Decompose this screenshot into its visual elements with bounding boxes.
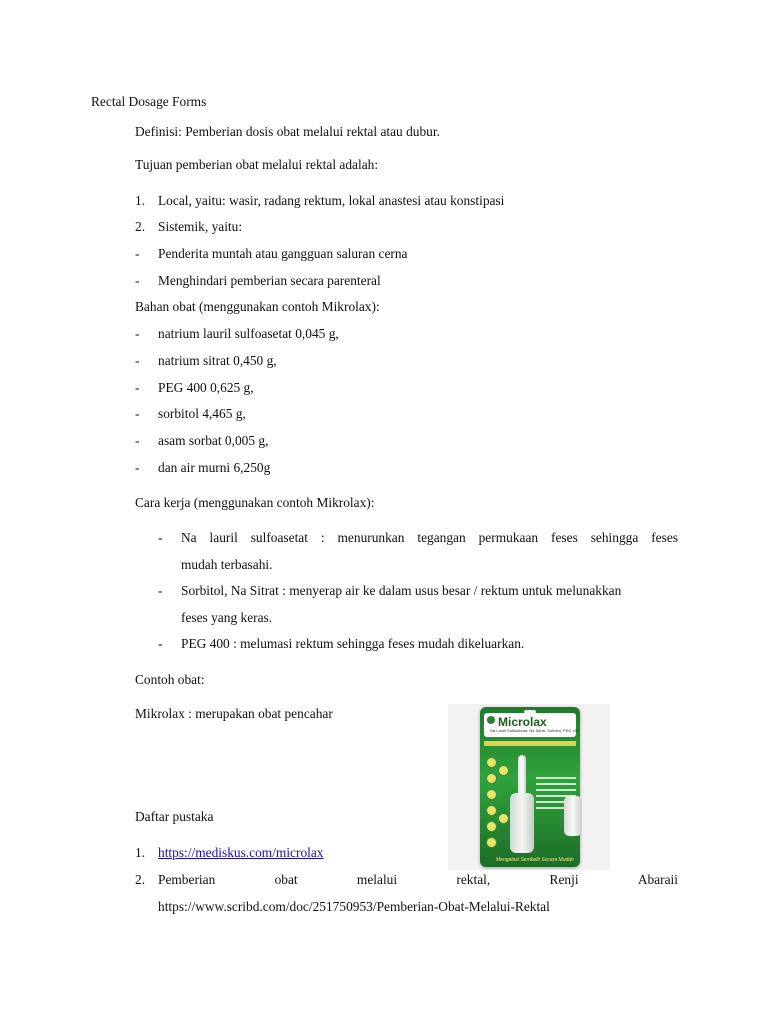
word: lauril — [209, 530, 238, 545]
tube-icon — [564, 796, 582, 836]
word: menurunkan — [337, 530, 405, 545]
list-marker: - — [135, 433, 140, 448]
list-marker: - — [135, 460, 140, 475]
figure-icon — [486, 757, 497, 768]
figure-icon — [486, 821, 497, 832]
list-marker: - — [158, 636, 163, 651]
word: Na — [181, 530, 197, 545]
word: feses — [551, 530, 578, 545]
justified-line — [158, 872, 678, 888]
figure-icon — [486, 789, 497, 800]
figure-icon — [486, 805, 497, 816]
product-card — [480, 707, 580, 867]
list-text: PEG 400 0,625 g, — [158, 380, 254, 395]
word: sulfoasetat — [250, 530, 308, 545]
list-marker: - — [135, 273, 140, 288]
product-subtitle: Na Lauril Sulfoasetat, Na Sitrat, Sorbitol, PEG 400 — [490, 728, 580, 733]
figure-icon — [498, 765, 509, 776]
list-marker: - — [135, 326, 140, 341]
list-marker: - — [135, 353, 140, 368]
list-marker: - — [135, 406, 140, 421]
page-title: Rectal Dosage Forms — [91, 94, 207, 109]
word: tegangan — [417, 530, 466, 545]
list-marker: 1. — [135, 845, 146, 860]
word: Abaraii — [637, 872, 678, 887]
word: obat — [274, 872, 298, 887]
list-text-continued: feses yang keras. — [181, 610, 273, 625]
word: sehingga — [590, 530, 639, 545]
list-marker: - — [135, 380, 140, 395]
word: permukaan — [478, 530, 539, 545]
example-heading: Contoh obat: — [135, 672, 205, 687]
figure-icon — [486, 773, 497, 784]
figure-icon — [486, 837, 497, 848]
mechanism-heading: Cara kerja (menggunakan contoh Mikrolax): — [135, 495, 375, 510]
list-text: Sorbitol, Na Sitrat : menyerap air ke dalam usus besar / rektum untuk melunakkan — [181, 583, 622, 598]
word: Renji — [549, 872, 579, 887]
product-slogan: Mengatasi Sembelit Secara Mudah — [496, 857, 574, 863]
definition-paragraph: Definisi: Pemberian dosis obat melalui rektal atau dubur. — [135, 124, 440, 139]
brand-badge-icon — [487, 716, 495, 724]
tube-icon — [510, 755, 534, 853]
accent-bar — [484, 741, 576, 746]
list-marker: 2. — [135, 872, 146, 887]
list-marker: - — [158, 530, 163, 545]
list-text: natrium lauril sulfoasetat 0,045 g, — [158, 326, 339, 341]
product-brand: Microlax — [498, 715, 547, 729]
figure-icon — [498, 813, 509, 824]
list-text: Local, yaitu: wasir, radang rektum, lokal anastesi atau konstipasi — [158, 193, 505, 208]
list-text: natrium sitrat 0,450 g, — [158, 353, 277, 368]
list-marker: 2. — [135, 219, 146, 234]
purpose-heading: Tujuan pemberian obat melalui rektal adalah: — [135, 157, 379, 172]
justified-line — [181, 530, 678, 546]
references-heading: Daftar pustaka — [135, 809, 214, 824]
word: rektal, — [456, 872, 491, 887]
list-text: asam sorbat 0,005 g, — [158, 433, 269, 448]
list-text: PEG 400 : melumasi rektum sehingga feses mudah dikeluarkan. — [181, 636, 525, 651]
reference-url: https://www.scribd.com/doc/251750953/Pemberian-Obat-Melalui-Rektal — [158, 899, 550, 914]
word: : — [320, 530, 325, 545]
list-text: dan air murni 6,250g — [158, 460, 271, 475]
word: feses — [651, 530, 678, 545]
list-text: Penderita muntah atau gangguan saluran cerna — [158, 246, 408, 261]
word: Pemberian — [158, 872, 216, 887]
list-text-continued: mudah terbasahi. — [181, 557, 273, 572]
microlax-product-image — [448, 704, 610, 870]
reference-link[interactable]: https://mediskus.com/microlax — [158, 845, 324, 860]
list-text: Menghindari pemberian secara parenteral — [158, 273, 381, 288]
ingredients-heading: Bahan obat (menggunakan contoh Mikrolax): — [135, 299, 380, 314]
list-marker: 1. — [135, 193, 146, 208]
list-marker: - — [158, 583, 163, 598]
product-header — [484, 713, 580, 737]
example-text: Mikrolax : merupakan obat pencahar — [135, 706, 333, 721]
list-marker: - — [135, 246, 140, 261]
list-text: sorbitol 4,465 g, — [158, 406, 246, 421]
list-text: Sistemik, yaitu: — [158, 219, 243, 234]
word: melalui — [356, 872, 398, 887]
